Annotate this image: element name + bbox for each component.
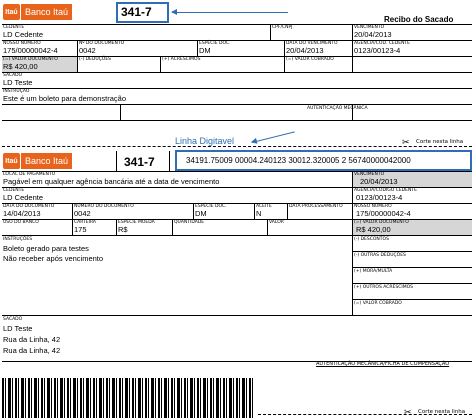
slip-especie-doc-value: DM: [195, 209, 207, 218]
receipt-bank-code: 341-7: [121, 5, 152, 19]
slip-uso-banco-label: USO DO BANCO: [3, 220, 39, 225]
slip-local-pagamento-label: LOCAL DE PAGAMENTO: [3, 172, 56, 177]
slip-aceite-value: N: [256, 209, 262, 218]
slip-mora-multa-label: (+) MORA/MULTA: [354, 269, 393, 274]
scissors-icon: ✂: [402, 137, 410, 147]
itau-logo-icon: Itaú: [3, 4, 20, 20]
slip-valor-cobrado-label: (=) VALOR COBRADO: [354, 301, 402, 306]
linha-digitavel-value: 34191.75009 00004.240123 30012.320005 2 56740000042000: [186, 156, 411, 165]
slip-valor-label: VALOR: [269, 220, 284, 225]
slip-data-documento-label: DATA DO DOCUMENTO: [3, 204, 55, 209]
receipt-sacado-value: LD Teste: [3, 78, 33, 87]
receipt-cpf-cnpj-label: CPF/CNPJ: [272, 25, 293, 30]
slip-sacado-address1: Rua da Linha, 42: [3, 335, 61, 344]
slip-agencia-label: AGÊNCIA/CÓDIGO CEDENTE: [354, 188, 417, 193]
receipt-title: Recibo do Sacado: [384, 15, 454, 24]
receipt-bank-name: Banco Itaú: [21, 4, 72, 20]
slip-descontos-label: (-) DESCONTOS: [354, 237, 389, 242]
slip-instrucoes-label: INSTRUÇÕES: [3, 237, 33, 242]
receipt-sacado-label: SACADO: [3, 73, 23, 78]
receipt-deducoes-label: (-) DEDUÇÕES: [79, 57, 112, 62]
slip-quantidade-label: QUANTIDADE: [174, 220, 205, 225]
receipt-autenticacao-label: AUTENTICAÇÃO MECÂNICA: [307, 106, 368, 111]
receipt-nosso-numero-label: NOSSO NÚMERO: [3, 41, 41, 46]
slip-carteira-label: CARTEIRA: [74, 220, 96, 225]
receipt-vencimento-value: 20/04/2013: [354, 30, 392, 39]
receipt-data-vencimento-value: 20/04/2013: [286, 46, 324, 55]
slip-local-pagamento-value: Pagável em qualquer agência bancária até a data de vencimento: [3, 177, 220, 186]
receipt-nosso-numero-value: 175/00000042-4: [3, 46, 58, 55]
receipt-valor-documento-label: (=) VALOR DOCUMENTO: [3, 57, 58, 62]
slip-valor-documento-value: R$ 420,00: [356, 225, 391, 234]
slip-instrucoes-line2: Não receber após vencimento: [3, 254, 104, 263]
slip-especie-moeda-value: R$: [118, 225, 128, 234]
slip-logo: [3, 153, 72, 169]
barcode: [2, 378, 254, 418]
slip-agencia-value: 0123/00123-4: [356, 193, 403, 202]
linha-digitavel-annotation: Linha Digitavel: [175, 136, 235, 146]
slip-nr-documento-value: 0042: [74, 209, 91, 218]
slip-especie-doc-label: ESPÉCIE DOC.: [195, 204, 227, 209]
receipt-agencia-label: AGÊNCIA/CÓD. CEDENTE: [354, 41, 411, 46]
receipt-cedente-label: CEDENTE: [3, 25, 25, 30]
linha-digitavel-arrow: [252, 131, 295, 143]
slip-carteira-value: 175: [74, 225, 87, 234]
receipt-instrucao-label: INSTRUÇÃO: [3, 89, 30, 94]
slip-sacado-address2: Rua da Linha, 42: [3, 346, 61, 355]
receipt-nr-documento-label: Nº DO DOCUMENTO: [79, 41, 125, 46]
receipt-data-vencimento-label: DATA DO VENCIMENTO: [286, 41, 338, 46]
slip-sacado-name: LD Teste: [3, 324, 33, 333]
itau-logo-icon: Itaú: [3, 153, 20, 169]
slip-vencimento-label: VENCIMENTO: [354, 172, 385, 177]
slip-nr-documento-label: NÚMERO DO DOCUMENTO: [74, 204, 134, 209]
receipt-instrucao-value: Este é um boleto para demonstração: [3, 94, 126, 103]
slip-autenticacao-label: AUTENTICAÇÃO MECÂNICA/FICHA DE COMPENSAÇÃO: [316, 361, 450, 367]
slip-nosso-numero-label: NOSSO NÚMERO: [354, 204, 392, 209]
slip-outras-deducoes-label: (-) OUTRAS DEDUÇÕES: [354, 253, 406, 258]
receipt-valor-cobrado-label: (=) VALOR COBRADO: [286, 57, 334, 62]
scissors-icon: ✂: [404, 407, 412, 417]
slip-vencimento-value: 20/04/2013: [360, 177, 398, 186]
receipt-agencia-value: 0123/00123-4: [354, 46, 401, 55]
slip-bank-code: 341-7: [124, 155, 155, 169]
slip-bank-name: Banco Itaú: [21, 153, 72, 169]
receipt-especie-doc-label: ESPÉCIE DOC.: [199, 41, 231, 46]
slip-sacado-label: SACADO: [3, 317, 23, 322]
receipt-annotation-arrow: [172, 12, 288, 13]
receipt-especie-doc-value: DM: [199, 46, 211, 55]
receipt-vencimento-label: VENCIMENTO: [354, 25, 385, 30]
slip-nosso-numero-value: 175/00000042-4: [356, 209, 411, 218]
slip-outros-acrescimos-label: (+) OUTROS ACRÉSCIMOS: [354, 285, 413, 290]
slip-aceite-label: ACEITE: [256, 204, 272, 209]
receipt-acrescimos-label: (+) ACRÉSCIMOS: [162, 57, 201, 62]
slip-cedente-value: LD Cedente: [3, 193, 44, 202]
slip-data-documento-value: 14/04/2013: [3, 209, 41, 218]
receipt-nr-documento-value: 0042: [79, 46, 96, 55]
slip-data-processamento-label: DATA PROCESSAMENTO: [289, 204, 343, 209]
receipt-valor-documento-value: R$ 420,00: [3, 62, 38, 71]
receipt-logo: [3, 4, 72, 20]
receipt-cut-label: Corte nesta linha: [416, 139, 464, 145]
slip-instrucoes-line1: Boleto gerado para testes: [3, 244, 89, 253]
slip-valor-documento-label: (=) VALOR DOCUMENTO: [354, 220, 409, 225]
slip-cut-label: Corte nesta linha: [418, 409, 466, 415]
slip-cedente-label: CEDENTE: [3, 188, 25, 193]
slip-especie-moeda-label: ESPÉCIE MOEDA: [118, 220, 155, 225]
receipt-cedente-value: LD Cedente: [3, 30, 44, 39]
